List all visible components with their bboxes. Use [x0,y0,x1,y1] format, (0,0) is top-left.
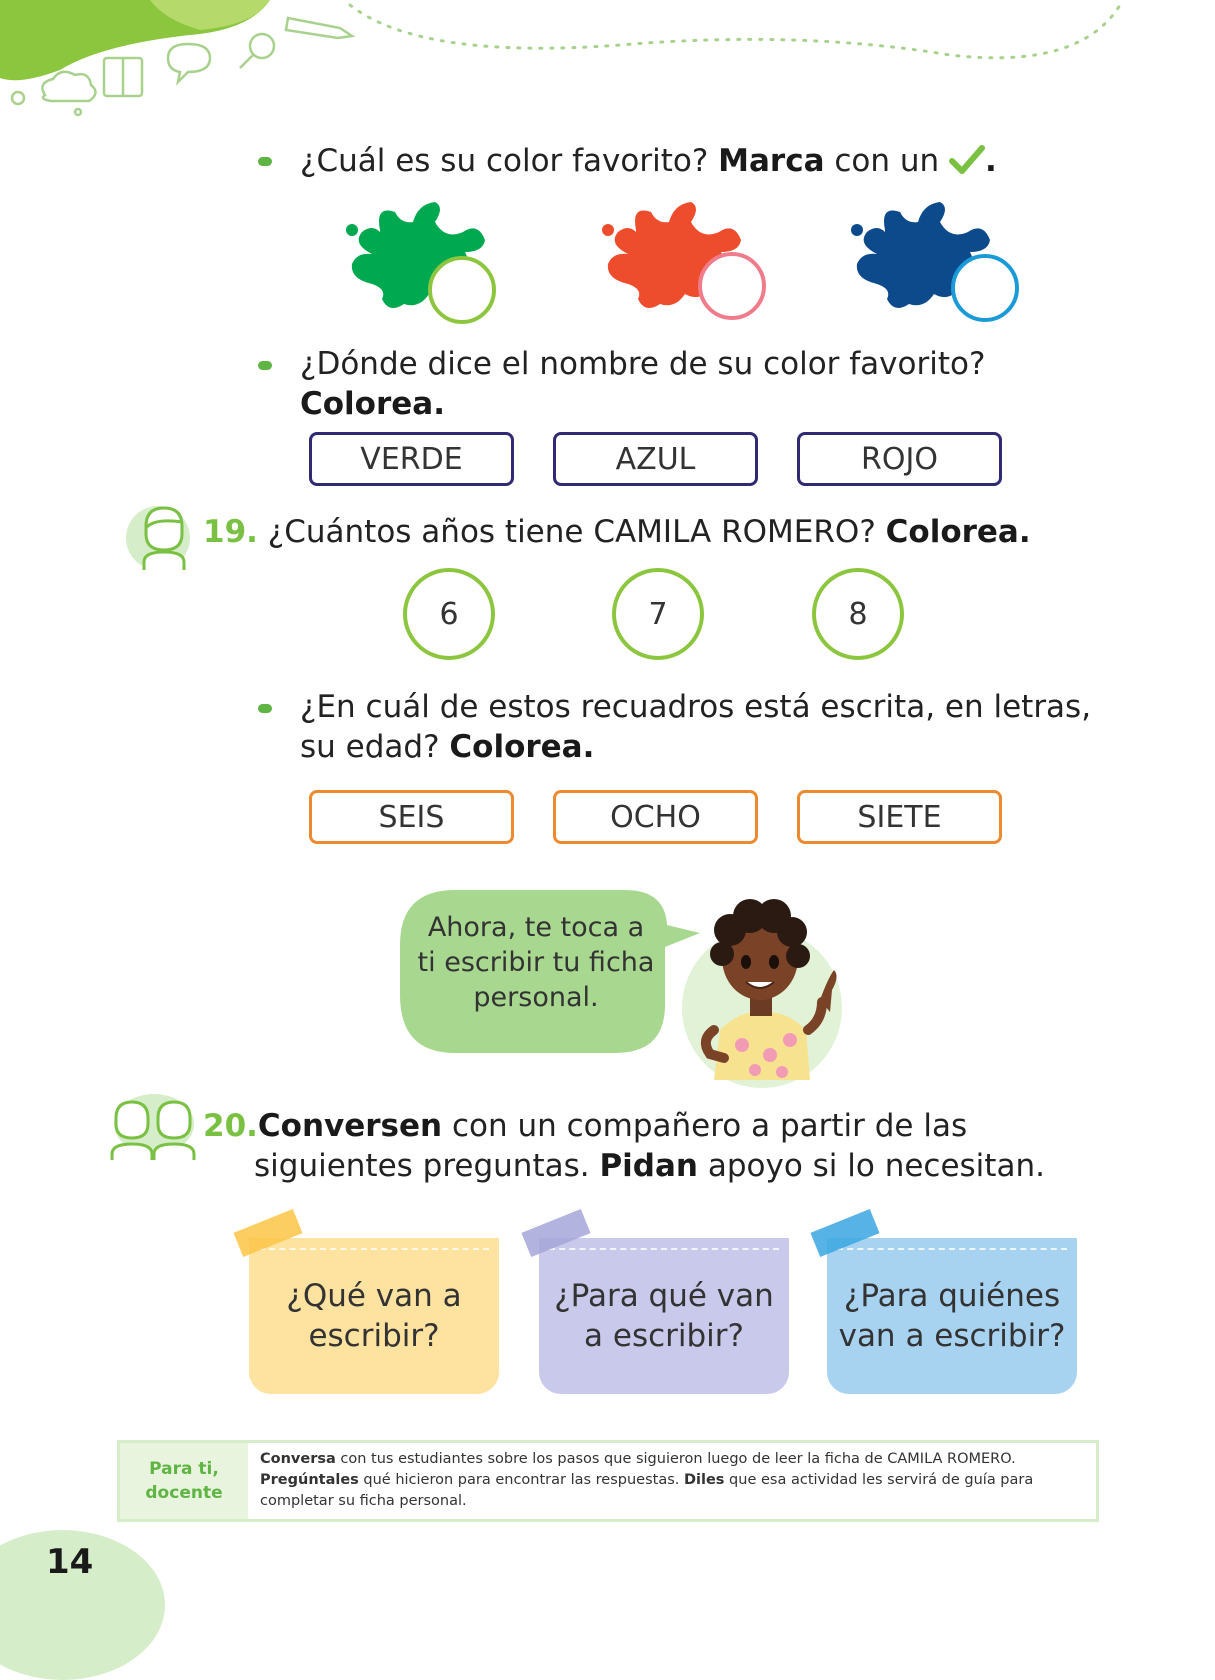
teacher-sentence: con tus estudiantes sobre los pasos que siguieron luego de leer la ficha de CAMILA ROMERO. [335,1451,1016,1467]
word-box-rojo[interactable]: ROJO [797,432,1002,486]
red-splash [596,190,771,325]
question-text: ¿En cuál de estos recuadros está escrita, en letras, [300,689,1092,725]
teacher-bold: Conversa [260,1451,336,1467]
note-line: ¿Qué van a [286,1278,462,1314]
word-box-azul[interactable]: AZUL [553,432,758,486]
question-19 [203,512,1031,552]
question-color-name [300,344,985,424]
teacher-text [248,1443,1096,1519]
question-text: ¿Dónde dice el nombre de su color favorito? [300,346,986,382]
bullet [258,361,272,370]
blue-splash [845,190,1025,325]
bullet [258,157,272,166]
header-decoration [0,0,1215,130]
word-box-siete[interactable]: SIETE [797,790,1002,844]
age-circle-6[interactable]: 6 [403,568,495,660]
question-text: con un compañero a partir de las [442,1108,968,1144]
question-text: con un [824,143,940,179]
question-number: 19. [203,514,258,550]
note-what [249,1238,499,1394]
teacher-sentence: que esa actividad les servirá de guía para completar su ficha personal. [260,1472,1034,1509]
note-line: escribir? [308,1318,440,1354]
question-age-letters [300,687,1091,767]
speech-bubble-text [400,910,672,1015]
question-text: apoyo si lo necesitan. [697,1148,1045,1184]
question-text: ¿Cuántos años tiene CAMILA ROMERO? [267,514,886,550]
age-circle-8[interactable]: 8 [812,568,904,660]
note-line: ¿Para qué van [554,1278,774,1314]
note-why [539,1238,789,1394]
green-splash [340,190,500,325]
teacher-note [117,1440,1099,1522]
question-20 [203,1106,1103,1186]
question-bold: Colorea. [300,386,445,422]
teacher-label-line: docente [145,1483,223,1503]
check-icon [949,145,985,175]
bubble-line: Ahora, te toca a [427,912,645,943]
bubble-line: personal. [473,982,599,1013]
bullet [258,704,272,713]
question-number: 20. [203,1108,258,1144]
question-text: su edad? [300,729,450,765]
girl-illustration [680,880,850,1090]
note-line: van a escribir? [838,1318,1066,1354]
note-who [827,1238,1077,1394]
word-box-verde[interactable]: VERDE [309,432,514,486]
teacher-sentence: qué hicieron para encontrar las respuestas. [358,1472,684,1488]
note-line: a escribir? [584,1318,744,1354]
question-bold: Colorea. [449,729,595,765]
word-box-ocho[interactable]: OCHO [553,790,758,844]
bubble-line: ti escribir tu ficha [417,947,655,978]
teacher-bold: Pregúntales [260,1472,359,1488]
question-text: siguientes preguntas. [254,1148,600,1184]
question-bold: Conversen [257,1108,443,1144]
question-favorite-color [300,141,997,181]
student-icon [126,500,196,572]
teacher-label-line: Para ti, [149,1459,219,1479]
question-bold: . [985,143,997,179]
age-circle-7[interactable]: 7 [612,568,704,660]
teacher-bold: Diles [684,1472,725,1488]
note-line: ¿Para quiénes [843,1278,1061,1314]
question-bold: Colorea. [885,514,1031,550]
question-bold: Pidan [599,1148,698,1184]
word-box-seis[interactable]: SEIS [309,790,514,844]
question-text: ¿Cuál es su color favorito? [300,143,719,179]
teacher-label [120,1457,248,1505]
page-number: 14 [46,1542,94,1582]
pair-students-icon [108,1090,200,1162]
question-bold: Marca [718,143,825,179]
